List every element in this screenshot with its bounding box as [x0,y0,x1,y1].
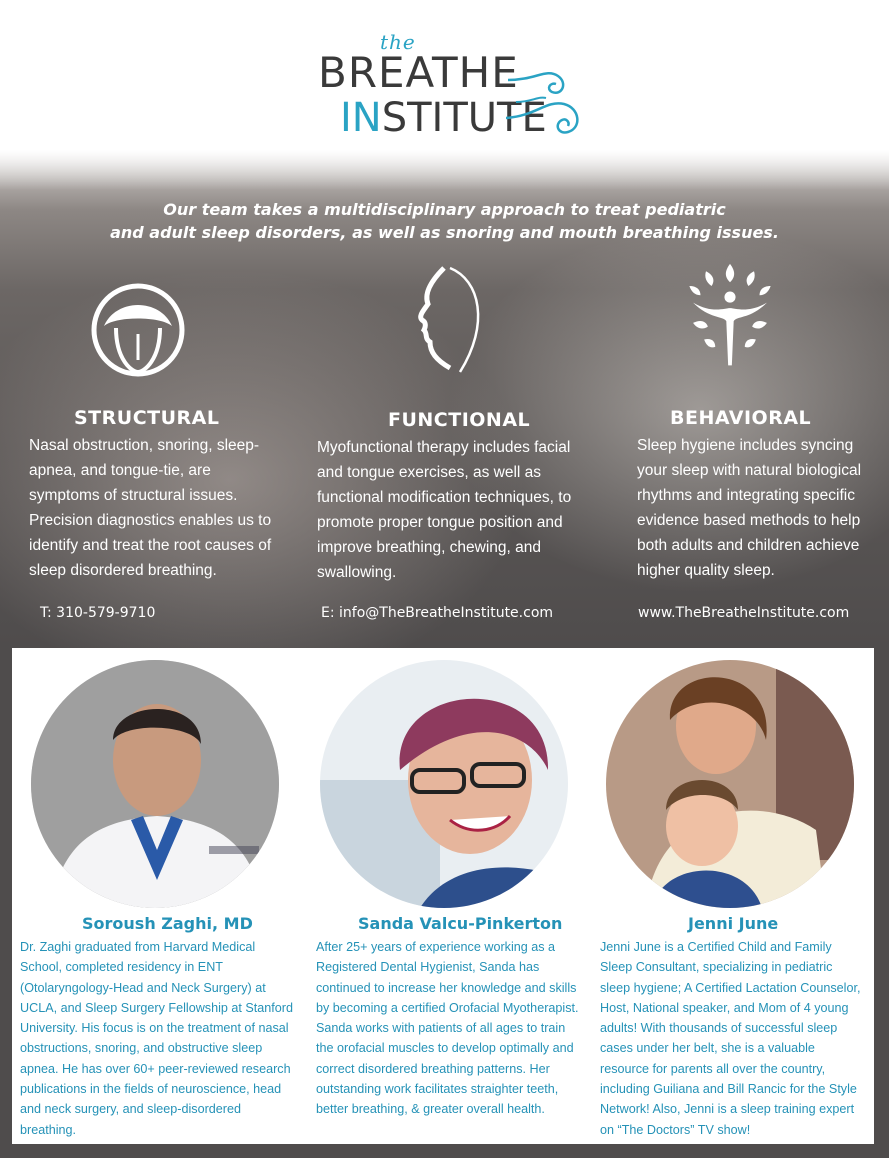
functional-title: FUNCTIONAL [388,409,531,431]
contact-website[interactable]: www.TheBreatheInstitute.com [638,605,850,621]
photo-soroush-zaghi [31,660,279,908]
face-profile-icon [400,264,500,384]
frame-right [874,648,889,1158]
logo-institute-accent: IN [340,95,382,141]
breathe-institute-logo [318,30,590,142]
member-name-jenni-june: Jenni June [688,914,779,933]
structural-title: STRUCTURAL [74,407,220,429]
person-leaves-icon [680,262,780,382]
member-name-sanda-valcu-pinkerton: Sanda Valcu-Pinkerton [358,914,563,933]
header [0,0,889,160]
tongue-icon [88,280,188,400]
tagline-line-1: Our team takes a multidisciplinary approach to treat pediatric [163,200,726,219]
contact-phone[interactable]: T: 310-579-9710 [40,605,156,621]
photo-sanda-valcu-pinkerton [320,660,568,908]
member-bio-sanda-valcu-pinkerton: After 25+ years of experience working as a Registered Dental Hygienist, Sanda has continued to increase her knowledge and skills by becoming a certified Orofacial Myotherapist. Sanda works with patients of all ages to train the orofacial muscles to develop optimally and correct disordered breathing patterns. Her outstanding work facilitates straighter teeth, better breathing, & greater overall health. [316,940,579,1117]
swirl-icon [506,58,590,142]
behavioral-title: BEHAVIORAL [670,407,812,429]
logo-institute-rest: STITUTE [381,95,547,141]
tagline-line-2: and adult sleep disorders, as well as snoring and mouth breathing issues. [110,223,779,242]
logo-breathe-text: BREATHE [318,48,519,97]
frame-left [0,648,12,1158]
hygienist-portrait-image [320,660,568,908]
member-bio-soroush-zaghi: Dr. Zaghi graduated from Harvard Medical School, completed residency in ENT (Otolaryngology-Head and Neck Surgery) at UCLA, and Sleep Surgery Fellowship at Stanford University. His focus is on the treatment of nasal obstructions, snoring, and obstructive sleep apnea. He has over 60+ peer-reviewed research publications in the fields of neuroscience, head and neck surgery, and sleep-disordered breathing. [20,940,294,1137]
photo-jenni-june [606,660,854,908]
logo-the-text: the [380,30,416,54]
team-panel [12,648,874,1144]
member-name-soroush-zaghi: Soroush Zaghi, MD [82,914,253,933]
band-fade [0,150,889,190]
doctor-portrait-image [31,660,279,908]
tagline [0,198,889,244]
structural-text: Nasal obstruction, snoring, sleep-apnea, and tongue-tie, are symptoms of structural issues. Precision diagnostics enables us to identify and treat the root causes of sleep disordered breathing. [29,437,272,579]
behavioral-text: Sleep hygiene includes syncing your sleep with natural biological rhythms and integrating specific evidence based methods to help both adults and children achieve higher quality sleep. [637,437,862,579]
mother-child-portrait-image [606,660,854,908]
frame-bottom [0,1144,889,1158]
functional-text: Myofunctional therapy includes facial and tongue exercises, as well as functional modification techniques, to promote proper tongue position and improve breathing, chewing, and swallowing. [317,439,572,581]
member-bio-jenni-june: Jenni June is a Certified Child and Family Sleep Consultant, specializing in pediatric sleep hygiene; A Certified Lactation Counselor, Host, National speaker, and Mom of 4 young adults! With thousands of successful sleep cases under her belt, she is a valuable resource for parents all over the country, including Guiliana and Bill Rancic for the Style Network! Also, Jenni is a sleep training expert on “The Doctors” TV show! [600,940,861,1137]
contact-email[interactable]: E: info@TheBreatheInstitute.com [321,605,554,621]
intro-band [0,150,889,648]
